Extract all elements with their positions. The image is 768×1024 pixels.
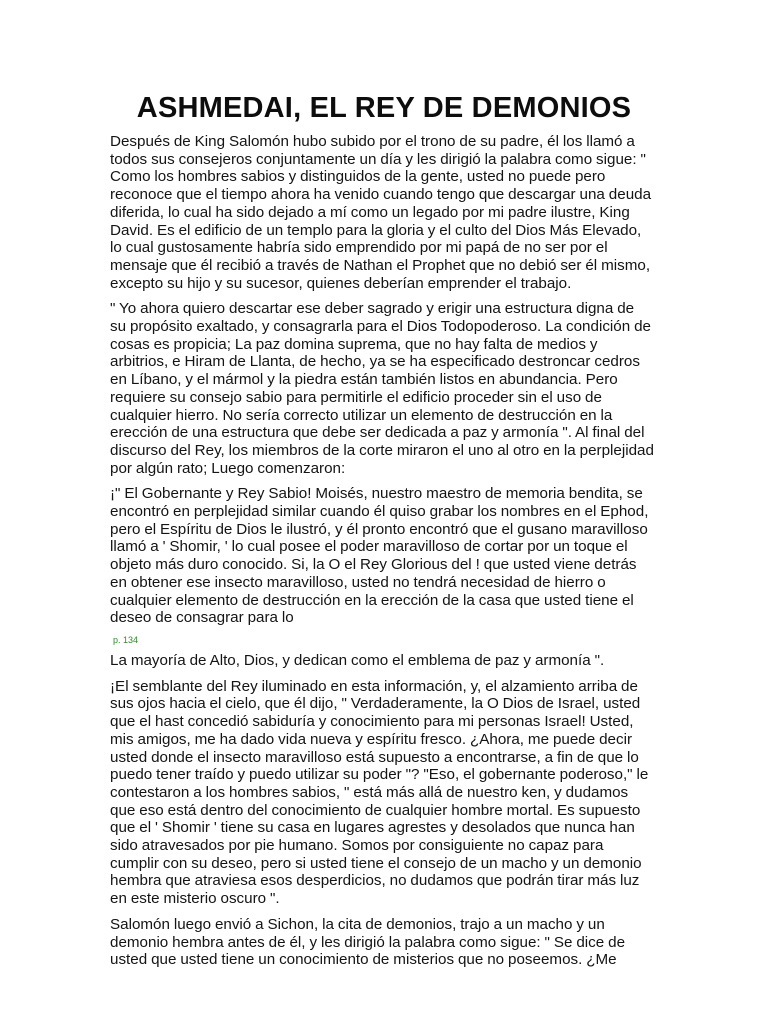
document-title: ASHMEDAI, EL REY DE DEMONIOS [136, 92, 632, 124]
paragraph: Después de King Salomón hubo subido por el trono de su padre, él los llamó a todos sus consejeros conjuntamente un día y les dirigió la palabra como sigue: " Como los hombres sabios y distinguidos de la gente, usted no puede pero reconoce que el tiempo ahora ha venido cuando tengo que descargar una deuda diferida, lo cual ha sido dejado a mí como un legado por mi padre ilustre, King David. Es el edificio de un templo para la gloria y el culto del Dios Más Elevado, lo cual gustosamente habría sido emprendido por mi papá de no ser por el mensaje que él recibió a través de Nathan el Prophet que no debió ser él mismo, excepto su hijo y su sucesor, quienes deberían emprender el trabajo. [110, 133, 652, 292]
page-number-link[interactable]: p. 134 [113, 634, 139, 645]
paragraph: " Yo ahora quiero descartar ese deber sagrado y erigir una estructura digna de su propósito exaltado, y consagrarla para el Dios Todopoderoso. La condición de cosas es propicia; La paz domina suprema, que no hay falta de medios y arbitrios, e Hiram de Llanta, de hecho, ya se ha especificado destroncar cedros en Líbano, y el mármol y la piedra están también listos en abundancia. Pero requiere su consejo sabio para permitirle el edificio proceder sin el uso de cualquier hierro. No sería correcto utilizar un elemento de destrucción en la erección de una estructura que debe ser dedicada a paz y armonía ". Al final del discurso del Rey, los miembros de la corte miraron el uno al otro en la perplejidad por algún rato; Luego comenzaron: [110, 300, 654, 477]
paragraph: ¡" El Gobernante y Rey Sabio! Moisés, nuestro maestro de memoria bendita, se encontró en perplejidad similar cuando él quiso grabar los nombres en el Ephod, pero el Espíritu de Dios le ilustró, y él pronto encontró que el gusano maravilloso llamó a ' Shomir, ' lo cual posee el poder maravilloso de cortar por un toque el objeto más duro conocido. Si, la O el Rey Glorious del ! que usted viene detrás en obtener ese insecto maravilloso, usted no tendrá necesidad de hierro o cualquier elemento de destrucción en la erección de la casa que usted tiene el deseo de consagrar para lo [110, 485, 649, 627]
paragraph: La mayoría de Alto, Dios, y dedican como el emblema de paz y armonía ". [110, 651, 605, 669]
document-body [110, 133, 654, 977]
paragraph: Salomón luego envió a Sichon, la cita de demonios, trajo a un macho y un demonio hembra antes de él, y les dirigió la palabra como sigue: " Se dice de usted que usted tiene un conocimiento de misterios que no poseemos. ¿Me [110, 915, 626, 969]
paragraph: ¡El semblante del Rey iluminado en esta información, y, el alzamiento arriba de sus ojos hacia el cielo, que él dijo, " Verdaderamente, la O Dios de Israel, usted que el hast concedió sabiduría y conocimiento para mi personas Israel! Usted, mis amigos, me ha dado vida nueva y espíritu fresco. ¿Ahora, me puede decir usted donde el insecto maravilloso está supuesto a encontrarse, a fin de que lo puedo tener traído y puedo utilizar su poder "? "Eso, el gobernante poderoso," le contestaron a los hombres sabios, " está más allá de nuestro ken, y dudamos que eso está dentro del conocimiento de cualquier hombre mortal. Es supuesto que el ' Shomir ' tiene su casa en lugares agrestes y desolados que nunca han sido atravesados por pie humano. Somos por consiguiente no capaz para cumplir con su deseo, pero si usted tiene el consejo de un macho y un demonio hembra que atraviesa esos desperdicios, no dudamos que podrán tirar más luz en este misterio oscuro ". [110, 677, 649, 908]
